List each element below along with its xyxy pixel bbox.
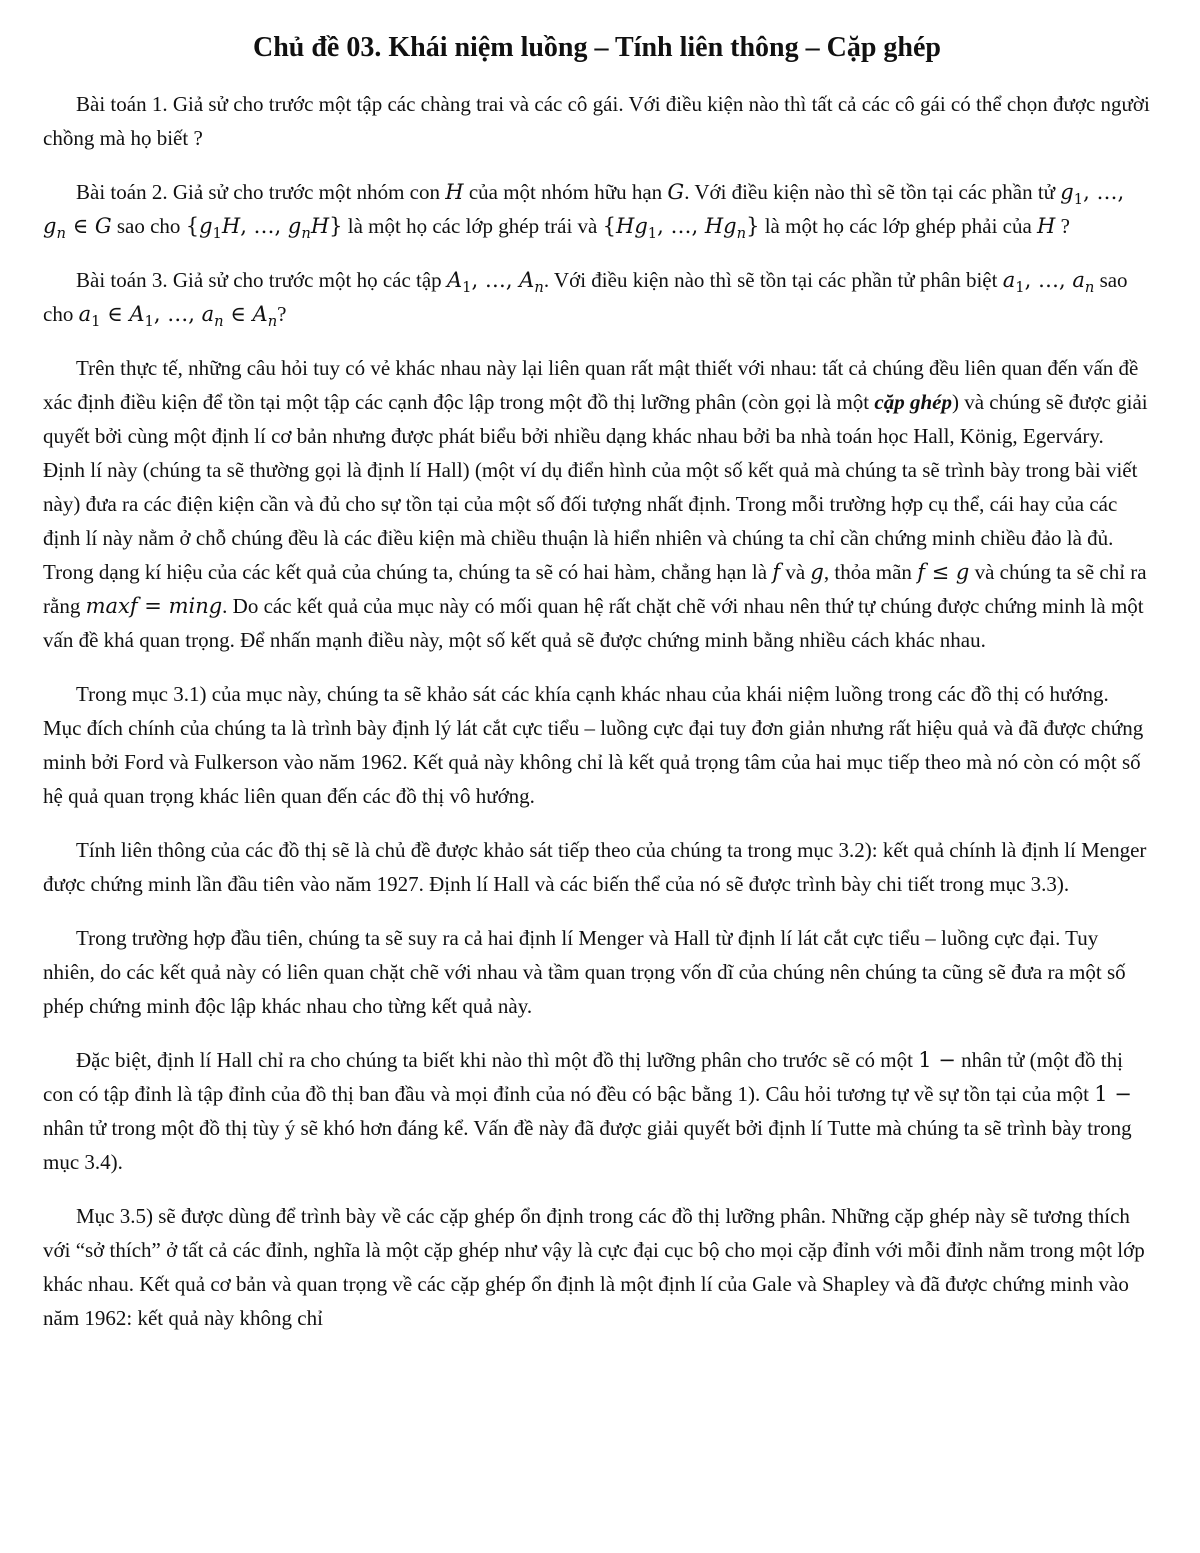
text-run: . Do các kết quả của mục này có mối quan hệ rất chặt chẽ với nhau nên thứ tự chúng được chứng minh là một vấn đề khá quan trọng. Để nhấn mạnh điều này, một số kết quả sẽ được chứng minh bằng nhiều cách khác nhau.: [43, 594, 1144, 652]
math-equation: maxf = ming: [85, 594, 223, 618]
math-a: a: [201, 302, 215, 326]
text-run: ?: [277, 302, 287, 326]
text-run: sao cho: [43, 268, 1128, 326]
math-G: G: [667, 180, 685, 204]
math-Hg1: Hg: [616, 214, 648, 238]
math-sub: n: [56, 225, 66, 243]
math-g1: g: [199, 214, 213, 238]
math-H: H: [1037, 214, 1056, 238]
problem-3-paragraph: [43, 263, 1151, 331]
math-sub: n: [1084, 279, 1095, 297]
first-case-paragraph: Trong trường hợp đầu tiên, chúng ta sẽ suy ra cả hai định lí Menger và Hall từ định lí lát cắt cực tiểu – luồng cực đại. Tuy nhiên, do các kết quả này có liên quan chặt chẽ với nhau và tầm quan trọng vốn dĩ của chúng nên chúng ta cũng sẽ đưa ra một số phép chứng minh độc lập khác nhau cho từng kết quả này.: [43, 926, 1126, 1018]
math-f: f: [772, 560, 781, 584]
text-run: và: [780, 560, 811, 584]
text-run: Trên thực tế, những câu hỏi tuy có vẻ khác nhau này lại liên quan rất mật thiết với nhau: tất cả chúng đều liên quan đến vấn đề xác định điều kiện để tồn tại một tập các cạnh độc lập trong một đồ thị lưỡng phân (còn gọi là một: [43, 356, 1139, 414]
math-A: A: [129, 302, 145, 326]
math-Hgn: Hg: [704, 214, 737, 238]
math-A: A: [519, 268, 535, 292]
math-brace: }: [329, 214, 343, 238]
text-run: là một họ các lớp ghép phải của: [759, 214, 1038, 238]
text-run: sao cho: [111, 214, 186, 238]
math-sub: n: [736, 225, 747, 243]
math-sub: 1: [462, 279, 472, 297]
text-run: Bài toán 3. Giả sử cho trước một họ các tập: [76, 268, 447, 292]
math-H: H: [221, 214, 241, 238]
text-run: ) và chúng sẽ được giải quyết bởi cùng một định lí cơ bản nhưng được phát biểu bởi nhiều dạng khác nhau bởi ba nhà toán học Hall, König, Egerváry. Định lí này (chúng ta sẽ thường gọi là định lí Hall) (một ví dụ điển hình của một số kết quả mà chúng ta sẽ trình bày trong bài viết này) đưa ra các điện kiện cần và đủ cho sự tồn tại của một số đối tượng nhất định. Trong mỗi trường hợp cụ thể, cái hay của các định lí này nằm ở chỗ chúng đều là các điều kiện mà chiều thuận là hiển nhiên và chúng ta chỉ cần chứng minh chiều đảo là đủ. Trong dạng kí hiệu của các kết quả của chúng ta, chúng ta sẽ có hai hàm, chẳng hạn là: [43, 390, 1148, 584]
text-run: , thỏa mãn: [823, 560, 918, 584]
math-sub: 1: [212, 225, 222, 243]
math-sub: 1: [647, 225, 658, 243]
math-A: A: [446, 268, 463, 292]
section-3-1-paragraph: Trong mục 3.1) của mục này, chúng ta sẽ khảo sát các khía cạnh khác nhau của khái niệm luồng trong các đồ thị có hướng. Mục đích chính của chúng ta là trình bày định lý lát cắt cực tiểu – luồng cực đại tuy đơn giản nhưng rất hiệu quả và đã được chứng minh bởi Ford và Fulkerson vào năm 1962. Kết quả này không chỉ là kết quả trọng tâm của hai mục tiếp theo mà nó còn có một số hệ quả quan trọng khác liên quan đến các đồ thị vô hướng.: [43, 682, 1144, 808]
page-title: Chủ đề 03. Khái niệm luồng – Tính liên thông – Cặp ghép: [252, 32, 941, 63]
math-inequality: f ≤ g: [917, 560, 970, 584]
text-run: nhân tử trong một đồ thị tùy ý sẽ khó hơn đáng kể. Vấn đề này đã được giải quyết bởi định lí Tutte mà chúng ta sẽ trình bày trong mục 3.4).: [43, 1116, 1132, 1174]
math-sub: 1: [144, 313, 154, 331]
hall-tutte-paragraph: [43, 1043, 1151, 1179]
math-gn: g: [43, 214, 57, 238]
math-sub: n: [534, 279, 544, 297]
math-dots: , …,: [471, 268, 520, 292]
math-dots: , …,: [240, 214, 288, 238]
math-dots: , …,: [1024, 268, 1073, 292]
text-run: ?: [1055, 214, 1070, 238]
math-sub: 1: [1073, 191, 1084, 209]
math-g: g: [810, 560, 824, 584]
text-run: của một nhóm hữu hạn: [463, 180, 668, 204]
math-g1: g: [1060, 180, 1074, 204]
text-run: Bài toán 2. Giả sử cho trước một nhóm con: [76, 180, 446, 204]
text-run: . Với điều kiện nào thì sẽ tồn tại các phần tử phân biệt: [543, 268, 1003, 292]
math-A: A: [252, 302, 268, 326]
math-sub: 1: [1015, 279, 1025, 297]
math-one-minus: 1 −: [1094, 1082, 1132, 1106]
math-G: G: [94, 214, 112, 238]
math-brace: }: [746, 214, 760, 238]
math-H: H: [445, 180, 464, 204]
problem-2-paragraph: [43, 175, 1151, 243]
text-run: và chúng ta sẽ chỉ ra rằng: [43, 560, 1147, 618]
math-in: ∈: [100, 302, 130, 326]
math-sub: n: [301, 225, 311, 243]
math-dots: , …,: [1083, 180, 1125, 204]
problem-1-paragraph: Bài toán 1. Giả sử cho trước một tập các chàng trai và các cô gái. Với điều kiện nào thì tất cả các cô gái có thể chọn được người chồng mà họ biết ?: [43, 92, 1150, 150]
text-run: nhân tử (một đồ thị con có tập đỉnh là tập đỉnh của đồ thị ban đầu và mọi đỉnh của nó đều có bậc bằng 1). Câu hỏi tương tự về sự tồn tại của một: [43, 1048, 1123, 1106]
text-run: Đặc biệt, định lí Hall chỉ ra cho chúng ta biết khi nào thì một đồ thị lưỡng phân cho trước sẽ có một: [76, 1048, 919, 1072]
math-a: a: [1072, 268, 1085, 292]
math-a: a: [78, 302, 92, 326]
math-dots: , …,: [153, 302, 202, 326]
math-sub: 1: [91, 313, 101, 331]
math-in: ∈: [65, 214, 95, 238]
text-run: là một họ các lớp ghép trái và: [342, 214, 603, 238]
intro-paragraph: [43, 351, 1151, 657]
math-a: a: [1002, 268, 1016, 292]
term-matching: cặp ghép: [874, 390, 952, 414]
math-sub: n: [214, 313, 224, 331]
math-brace: {: [602, 214, 617, 238]
section-3-2-paragraph: Tính liên thông của các đồ thị sẽ là chủ đề được khảo sát tiếp theo của chúng ta trong mục 3.2): kết quả chính là định lí Menger được chứng minh lần đầu tiên vào năm 1927. Định lí Hall và các biến thể của nó sẽ được trình bày chi tiết trong mục 3.3).: [43, 838, 1147, 896]
math-one-minus: 1 −: [918, 1048, 956, 1072]
math-brace: {: [185, 214, 200, 238]
section-3-5-paragraph: Mục 3.5) sẽ được dùng để trình bày về các cặp ghép ổn định trong các đồ thị lưỡng phân. Những cặp ghép này sẽ tương thích với “sở thích” ở tất cả các đỉnh, nghĩa là một cặp ghép như vậy là cực đại cục bộ cho mọi cặp đỉnh với mỗi đỉnh nằm trong một lớp khác nhau. Kết quả cơ bản và quan trọng về các cặp ghép ổn định là một định lí của Gale và Shapley và đã được chứng minh vào năm 1962: kết quả này không chỉ: [43, 1204, 1145, 1330]
document-page: [43, 30, 1151, 1355]
math-dots: , …,: [657, 214, 705, 238]
math-H: H: [310, 214, 330, 238]
math-in: ∈: [223, 302, 253, 326]
text-run: . Với điều kiện nào thì sẽ tồn tại các phần tử: [684, 180, 1061, 204]
math-gn: g: [287, 214, 302, 238]
math-sub: n: [267, 313, 278, 331]
